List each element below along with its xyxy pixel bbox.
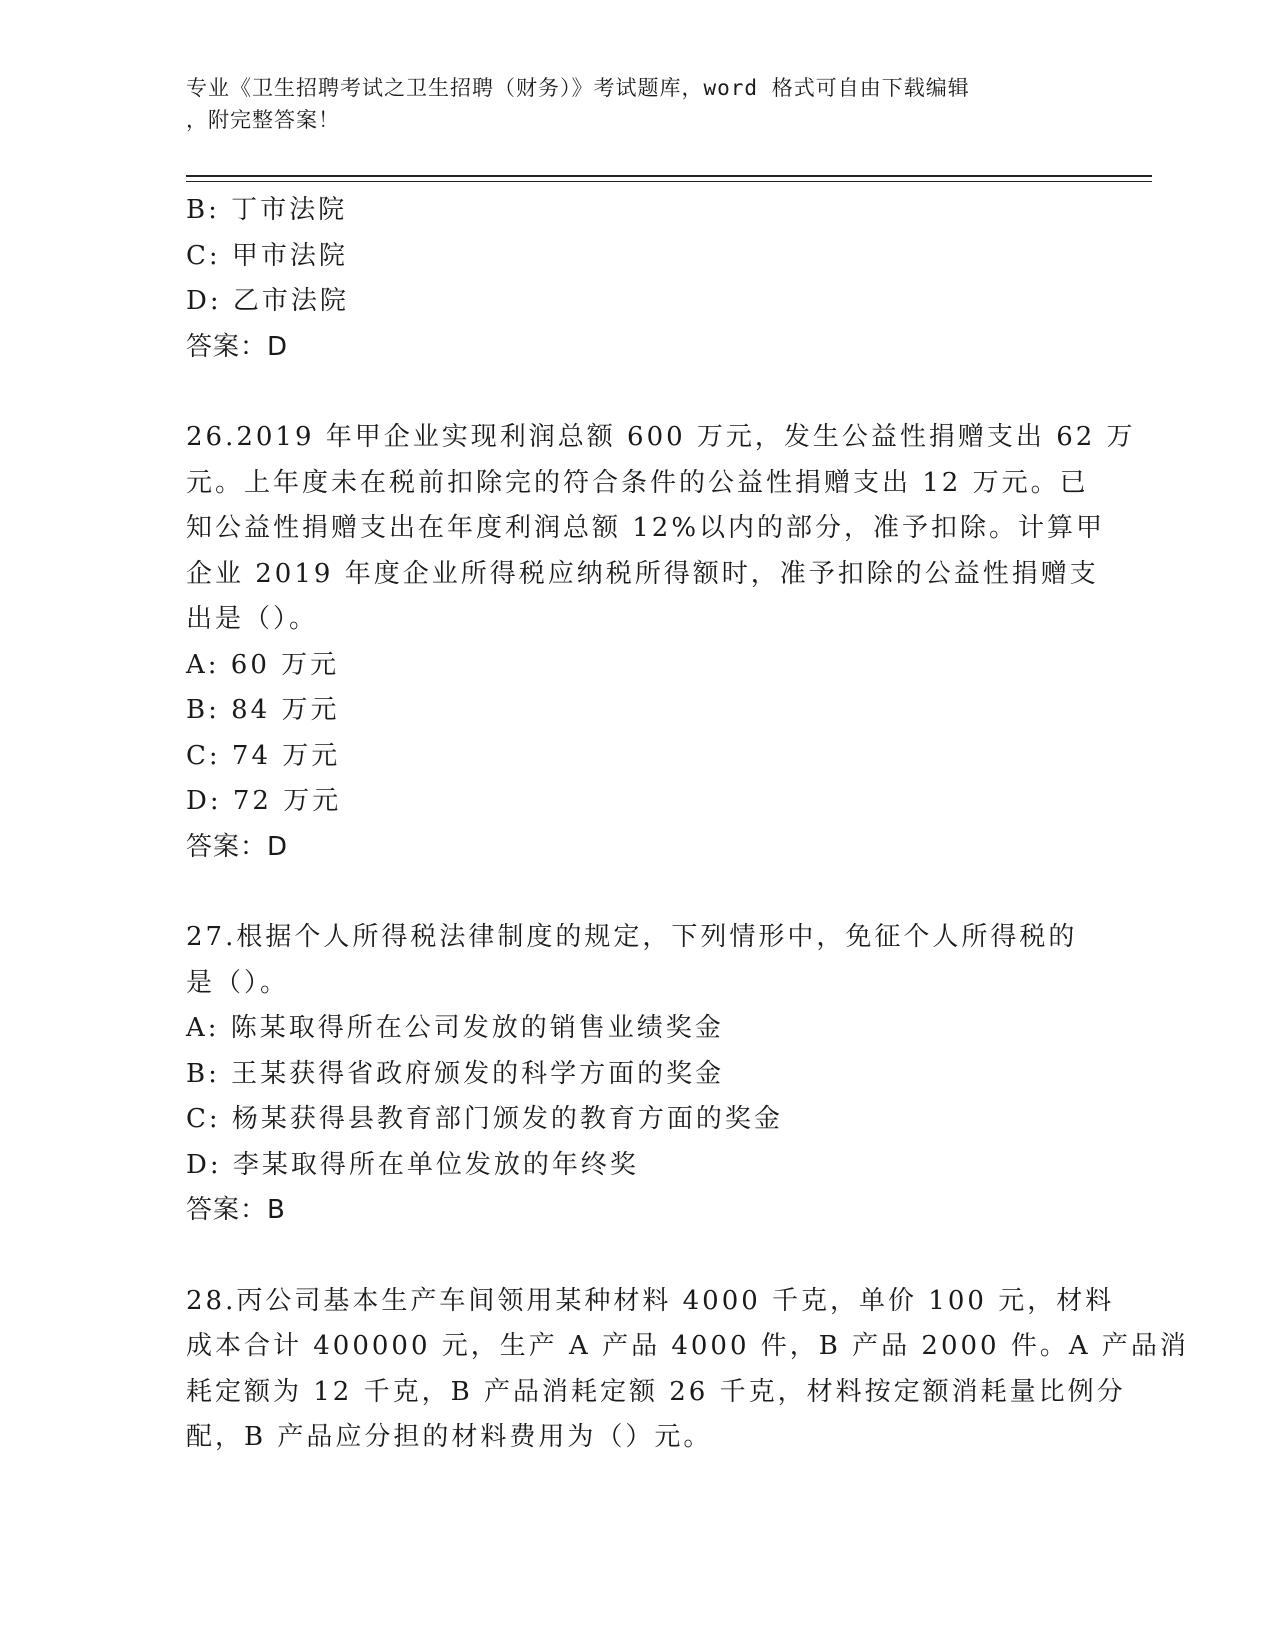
header-divider-thick (186, 175, 1152, 177)
option-b: B: 丁市法院 (186, 195, 348, 225)
document-body (186, 188, 1189, 1461)
header-line-2: ，附完整答案！ (186, 108, 340, 132)
question-text-line: 出是（）。 (186, 604, 319, 634)
document-header (186, 72, 1086, 136)
question-26 (186, 415, 1136, 870)
option-d: D: 72 万元 (186, 786, 342, 816)
option-c: C: 杨某获得县教育部门颁发的教育方面的奖金 (186, 1104, 783, 1134)
question-28 (186, 1279, 1189, 1461)
answer-line: 答案：D (186, 331, 289, 362)
question-text-line: 知公益性捐赠支出在年度利润总额 12%以内的部分，准予扣除。计算甲 (186, 513, 1106, 543)
option-d: D: 乙市法院 (186, 286, 349, 316)
question-text-line: 成本合计 400000 元，生产 A 产品 4000 件，B 产品 2000 件。A 产品消 (186, 1331, 1189, 1361)
question-25-tail (186, 188, 1086, 370)
question-text-line: 27.根据个人所得税法律制度的规定，下列情形中，免征个人所得税的 (186, 922, 1078, 952)
option-a: A: 60 万元 (186, 649, 340, 680)
answer-line: 答案：B (186, 1195, 286, 1225)
question-text-line: 耗定额为 12 千克，B 产品消耗定额 26 千克，材料按定额消耗量比例分 (186, 1376, 1126, 1407)
header-line-1: 专业《卫生招聘考试之卫生招聘（财务）》考试题库，word 格式可自由下载编辑 (186, 76, 970, 100)
question-text-line: 元。上年度未在税前扣除完的符合条件的公益性捐赠支出 12 万元。已 (186, 467, 1089, 498)
question-text-line: 配，B 产品应分担的材料费用为（）元。 (186, 1422, 713, 1452)
question-text-line: 28.丙公司基本生产车间领用某种材料 4000 千克，单价 100 元，材料 (186, 1285, 1115, 1316)
question-text-line: 是（）。 (186, 967, 290, 998)
option-c: C: 74 万元 (186, 740, 341, 771)
option-d: D: 李某取得所在单位发放的年终奖 (186, 1149, 639, 1180)
question-27 (186, 915, 1086, 1234)
option-a: A: 陈某取得所在公司发放的销售业绩奖金 (186, 1013, 724, 1043)
option-b: B: 王某获得省政府颁发的科学方面的奖金 (186, 1058, 725, 1089)
header-divider-thin (186, 181, 1152, 182)
question-text-line: 26.2019 年甲企业实现利润总额 600 万元，发生公益性捐赠支出 62 万 (186, 422, 1136, 452)
option-c: C: 甲市法院 (186, 240, 348, 271)
option-b: B: 84 万元 (186, 695, 340, 725)
answer-line: 答案：D (186, 831, 289, 862)
question-text-line: 企业 2019 年度企业所得税应纳税所得额时，准予扣除的公益性捐赠支 (186, 558, 1099, 589)
